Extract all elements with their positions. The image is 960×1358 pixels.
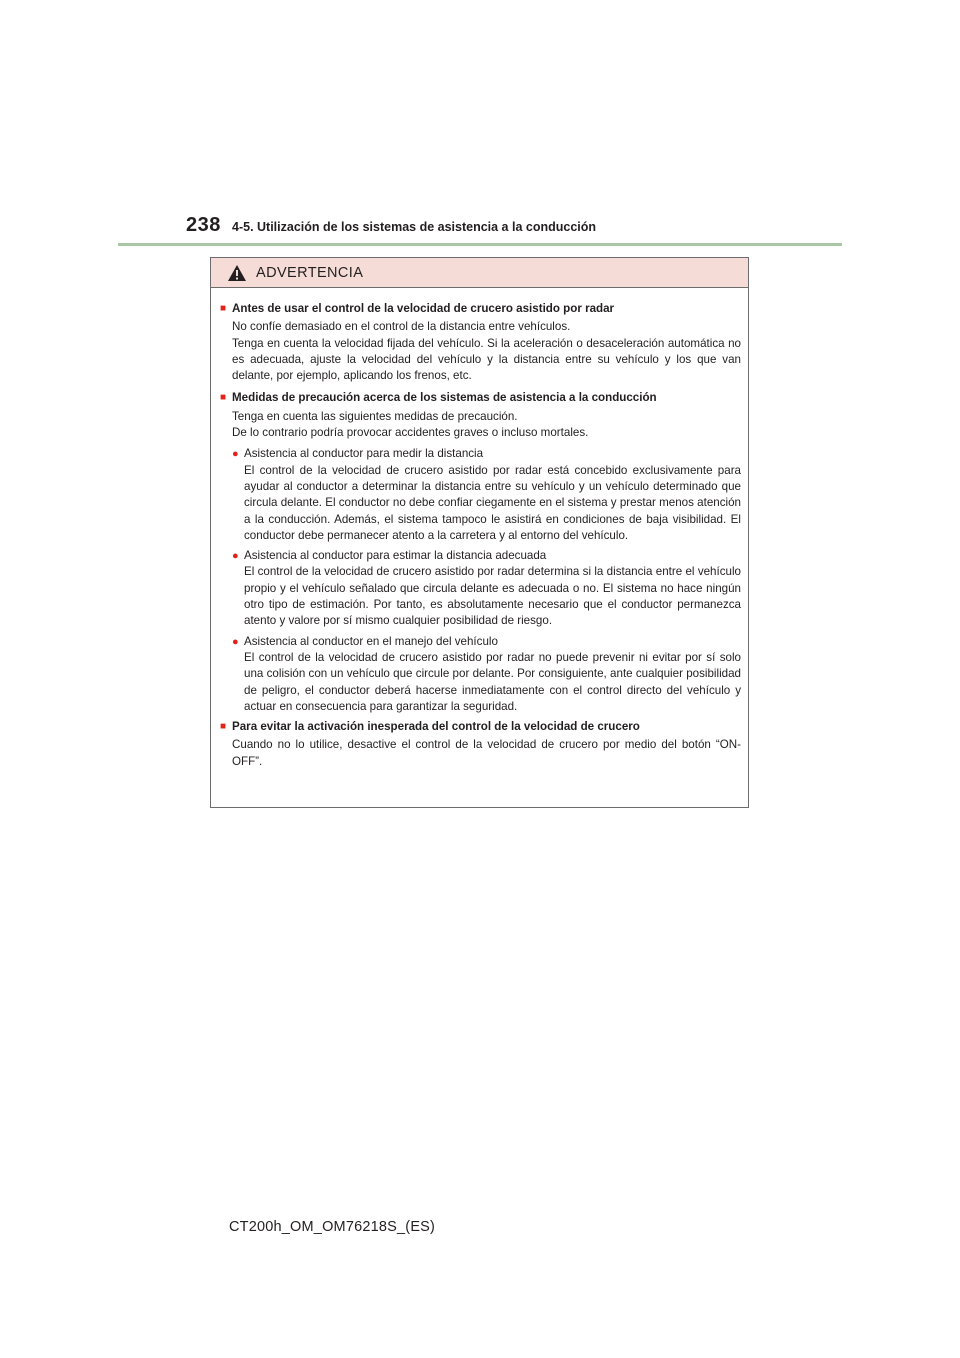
warning-title: ADVERTENCIA: [256, 264, 364, 281]
warning-header: [211, 258, 748, 288]
section-heading: ■ Antes de usar el control de la velocidad de crucero asistido por radar: [220, 302, 615, 315]
circle-bullet-icon: ●: [232, 635, 239, 648]
header-rule: [118, 243, 842, 246]
list-item: ● Asistencia al conductor para estimar la distancia adecuada El control de la velocidad de crucero asistido por radar determina si la distancia entre el vehículo propio y el vehículo señalado que circula delante es adecuada o no. El sistema no hace ningún otro tipo de estimación. Por tanto, es absolutamente necesario que el conductor permanezca atento y valore por sí mismo cualquier posibilidad de riesgo.: [232, 549, 741, 628]
paragraph: Tenga en cuenta las siguientes medidas de precaución. De lo contrario podría provocar accidentes graves o incluso mortales.: [232, 409, 589, 440]
paragraph: No confíe demasiado en el control de la distancia entre vehículos. Tenga en cuenta la velocidad fijada del vehículo. Si la aceleración o desaceleración automática no es adecuada, ajuste la velocidad del vehículo y la distancia entre su vehículo y los que van delante, por ejemplo, aplicando los frenos, etc.: [232, 320, 741, 383]
warning-body: [211, 288, 748, 770]
paragraph: Cuando no lo utilice, desactive el control de la velocidad de crucero por medio del botón “ON-OFF”.: [232, 738, 741, 768]
section-heading: ■ Medidas de precaución acerca de los sistemas de asistencia a la conducción: [220, 391, 657, 405]
warning-box: [210, 257, 749, 808]
page-header: [186, 214, 846, 242]
square-bullet-icon: ■: [220, 392, 227, 404]
list-item: ● Asistencia al conductor en el manejo del vehículo El control de la velocidad de crucero asistido por radar no puede prevenir ni evitar por sí solo una colisión con un vehículo que circule por delante. Por consiguiente, ante cualquier posibilidad de peligro, el conductor deberá hacerse inmediatamente con el control directo del vehículo y actuar en consecuencia para garantizar la seguridad.: [232, 634, 741, 713]
square-bullet-icon: ■: [220, 303, 227, 314]
circle-bullet-icon: ●: [232, 448, 239, 461]
warning-triangle-icon: [227, 264, 247, 282]
section-heading: ■ Para evitar la activación inesperada del control de la velocidad de crucero: [220, 720, 640, 734]
square-bullet-icon: ■: [220, 721, 227, 733]
circle-bullet-icon: ●: [232, 550, 239, 563]
footer-code: CT200h_OM_OM76218S_(ES): [229, 1219, 436, 1235]
list-item: ● Asistencia al conductor para medir la distancia El control de la velocidad de crucero asistido por radar está concebido exclusivamente para ayudar al conductor a determinar la distancia entre su vehículo y un vehículo determinado que circula delante. El conductor no debe confiar ciegamente en el sistema y prestar menos atención a la conducción. Además, el sistema tampoco le asistirá en condiciones de baja visibilidad. El conductor debe permanecer atento a la carretera y al entorno del vehículo.: [232, 447, 741, 542]
page-number: 238: [186, 214, 221, 236]
section-title: 4-5. Utilización de los sistemas de asistencia a la conducción: [232, 220, 597, 234]
